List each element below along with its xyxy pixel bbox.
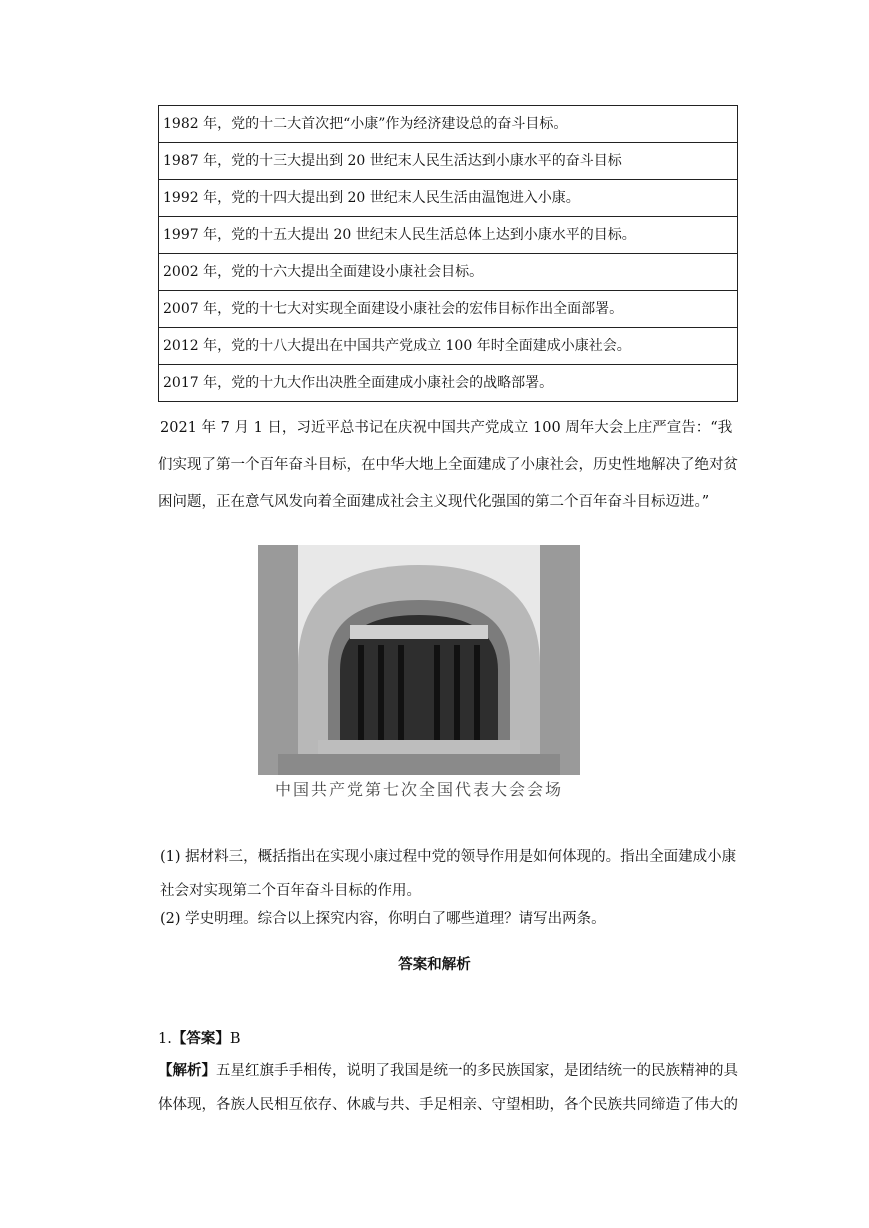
congress-hall-photo [258,545,580,807]
table-row [159,328,738,365]
table-row [159,291,738,328]
analysis-paragraph [158,1054,744,1122]
analysis-text: 五星红旗手手相传，说明了我国是统一的多民族国家，是团结统一的民族精神的具体体现，各族人民相互依存、休戚与共、手足相亲、守望相助，各个民族共同缔造了伟大的 [158,1063,738,1113]
timeline-cell: 2017 年，党的十九大作出决胜全面建成小康社会的战略部署。 [159,365,738,402]
answer-value: B [229,1031,241,1047]
answer-number: 1. [158,1031,172,1047]
timeline-cell: 2012 年，党的十八大提出在中国共产党成立 100 年时全面建成小康社会。 [159,328,738,365]
table-row [159,180,738,217]
question-2: (2) 学史明理。综合以上探究内容，你明白了哪些道理？请写出两条。 [160,911,606,927]
timeline-cell: 2007 年，党的十七大对实现全面建设小康社会的宏伟目标作出全面部署。 [159,291,738,328]
table-row [159,217,738,254]
table-row [159,143,738,180]
analysis-label: 【解析】 [158,1063,216,1079]
section-title: 答案和解析 [398,957,471,973]
hall-illustration [258,545,580,775]
answer-label: 【答案】 [171,1031,230,1047]
question-1: (1) 据材料三，概括指出在实现小康过程中党的领导作用是如何体现的。指出全面建成小康社会对实现第二个百年奋斗目标的作用。 [160,849,737,899]
timeline-cell: 1992 年，党的十四大提出到 20 世纪末人民生活由温饱进入小康。 [159,180,738,217]
timeline-cell: 2002 年，党的十六大提出全面建设小康社会目标。 [159,254,738,291]
timeline-table [158,105,738,402]
table-row [159,106,738,143]
table-row [159,365,738,402]
table-row [159,254,738,291]
answer-line [158,1024,241,1054]
timeline-cell: 1987 年，党的十三大提出到 20 世纪末人民生活达到小康水平的奋斗目标 [159,143,738,180]
timeline-cell: 1982 年，党的十二大首次把“小康”作为经济建设总的奋斗目标。 [159,106,738,143]
photo-caption: 中国共产党第七次全国代表大会会场 [274,780,563,799]
quote-paragraph: 2021 年 7 月 1 日，习近平总书记在庆祝中国共产党成立 100 周年大会上庄严宣告：“我们实现了第一个百年奋斗目标，在中华大地上全面建成了小康社会，历史性地解决了绝对贫困问题，正在意气风发向着全面建成社会主义现代化强国的第二个百年奋斗目标迈进。” [158,420,738,510]
timeline-cell: 1997 年，党的十五大提出 20 世纪末人民生活总体上达到小康水平的目标。 [159,217,738,254]
